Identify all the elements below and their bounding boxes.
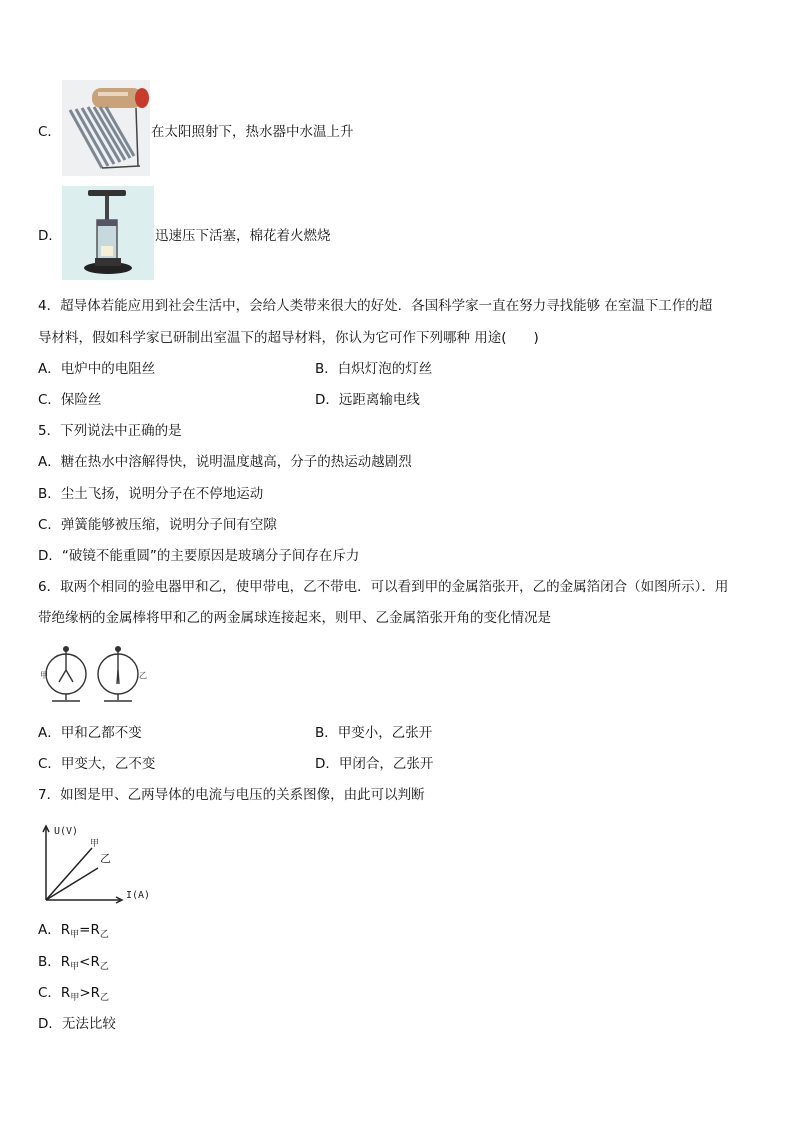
option-c-relation: >R [79,985,101,1001]
question-4-option-a: A．电炉中的电阻丝 [38,361,156,377]
question-6-option-d: D．甲闭合，乙张开 [315,756,434,772]
graph-line-yi [46,868,98,900]
question-7-option-c [38,983,109,1008]
question-5-option-a: A．糖在热水中溶解得快，说明温度越高，分子的热运动越剧烈 [38,454,412,470]
question-5-stem: 5．下列说法中正确的是 [38,423,182,439]
graph-y-label: U(V) [54,826,79,837]
option-a-prefix: A．R [38,922,71,938]
electroscope-label-yi: 乙 [139,671,147,680]
question-5-option-c: C．弹簧能够被压缩，说明分子间有空隙 [38,517,277,533]
option-d-text: 迅速压下活塞，棉花着火燃烧 [155,228,331,244]
subscript-jia: 甲 [70,993,80,1003]
option-c-prefix: C．R [38,985,71,1001]
electroscope-figure [38,644,148,706]
question-7-option-a [38,920,109,945]
question-4-stem-line1: 4．超导体若能应用到社会生活中，会给人类带来很大的好处．各国科学家一直在努力寻找能够 在室温下工作的超 [38,298,713,314]
question-4-option-c: C．保险丝 [38,392,102,408]
question-5-option-d: D．“破镜不能重圆”的主要原因是玻璃分子间存在斥力 [38,548,360,564]
question-6-option-c: C．甲变大，乙不变 [38,756,156,772]
subscript-jia: 甲 [70,962,80,972]
graph-line-yi-label: 乙 [100,852,111,865]
subscript-yi: 乙 [99,930,109,940]
option-b-prefix: B．R [38,954,71,970]
subscript-yi: 乙 [99,962,109,972]
subscript-yi: 乙 [100,993,110,1003]
question-6-option-a: A．甲和乙都不变 [38,725,142,741]
question-6-stem-line2: 带绝缘柄的金属棒将甲和乙的两金属球连接起来，则甲、乙金属箔张开角的变化情况是 [38,610,551,626]
option-a-relation: =R [79,922,100,938]
option-c-text: 在太阳照射下，热水器中水温上升 [151,124,354,140]
solar-water-heater-image [62,80,150,176]
u-i-graph [38,820,154,906]
subscript-jia: 甲 [70,930,80,940]
question-4-stem-line2: 导材料，假如科学家已研制出室温下的超导材料，你认为它可作下列哪种 用途( ) [38,330,539,346]
graph-line-jia-label: 甲 [90,839,100,849]
question-7-option-b [38,952,109,977]
graph-line-jia [46,848,92,900]
air-compression-piston-image [62,186,154,280]
question-6-option-b: B．甲变小，乙张开 [315,725,433,741]
option-b-relation: <R [79,954,100,970]
question-7-option-d: D．无法比较 [38,1016,116,1032]
graph-x-label: I(A) [126,890,151,901]
question-7-stem: 7．如图是甲、乙两导体的电流与电压的关系图像，由此可以判断 [38,787,425,803]
option-d-letter: D． [38,228,62,244]
question-4-option-d: D．远距离输电线 [315,392,420,408]
question-4-option-b: B．白炽灯泡的灯丝 [315,361,433,377]
option-c-letter: C． [38,124,61,140]
question-5-option-b: B．尘土飞扬，说明分子在不停地运动 [38,486,264,502]
electroscope-label-jia: 甲 [40,671,48,680]
question-6-stem-line1: 6．取两个相同的验电器甲和乙，使甲带电，乙不带电．可以看到甲的金属箔张开，乙的金属箔闭合（如图所示）．用 [38,579,729,595]
